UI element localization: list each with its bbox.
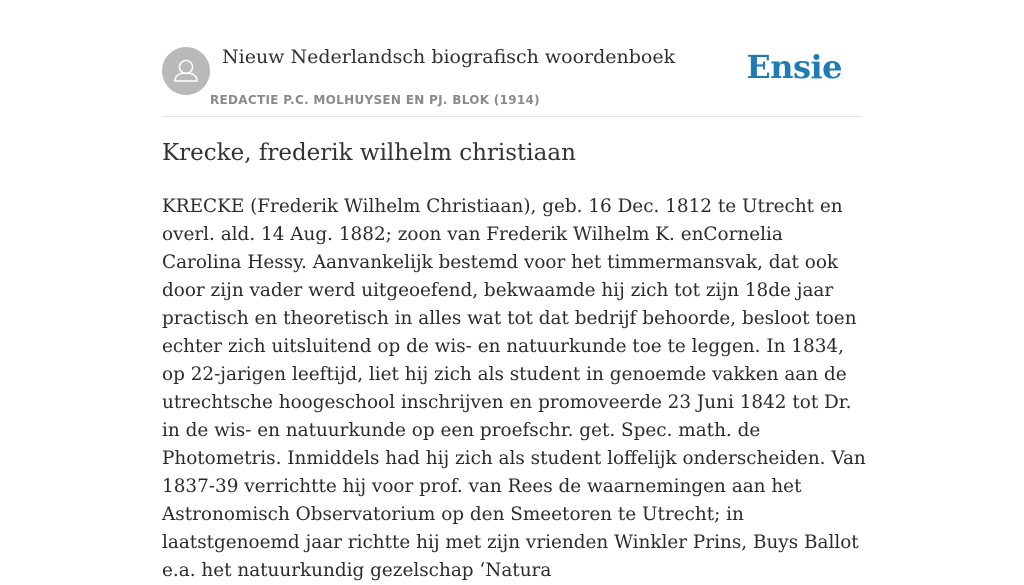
- source-header: [162, 42, 862, 117]
- source-avatar[interactable]: [162, 47, 210, 95]
- source-title[interactable]: Nieuw Nederlandsch biografisch woordenboek: [222, 46, 676, 68]
- ensie-logo[interactable]: Ensie: [746, 48, 842, 86]
- source-editors: REDACTIE P.C. MOLHUYSEN EN PJ. BLOK (1914): [210, 93, 540, 107]
- user-silhouette-icon: [162, 47, 210, 95]
- entry-body: KRECKE (Frederik Wilhelm Christiaan), geb. 16 Dec. 1812 te Utrecht en overl. ald. 14 Aug. 1882; zoon van Frederik Wilhelm K. enCornelia Carolina Hessy. Aanvankelijk bestemd voor het timmermansvak, dat ook door zijn vader werd uitgeoefend, bekwaamde hij zich tot zijn 18de jaar practisch en theoretisch in alles wat tot dat bedrijf behoorde, besloot toen echter zich uitsluitend op de wis- en natuurkunde toe te leggen. In 1834, op 22-jarigen leeftijd, liet hij zich als student in genoemde vakken aan de utrechtsche hoogeschool inschrijven en promoveerde 23 Juni 1842 tot Dr. in de wis- en natuurkunde op een proefschr. get. Spec. math. de Photometris. Inmiddels had hij zich als student loffelijk onderscheiden. Van 1837-39 verrichtte hij voor prof. van Rees de waarnemingen aan het Astronomisch Observatorium op den Smeetoren te Utrecht; in laatstgenoemd jaar richtte hij met zijn vrienden Winkler Prins, Buys Ballot e.a. het natuurkundig gezelschap ‘Natura: [162, 196, 866, 581]
- entry-title: Krecke, frederik wilhelm christiaan: [162, 140, 576, 166]
